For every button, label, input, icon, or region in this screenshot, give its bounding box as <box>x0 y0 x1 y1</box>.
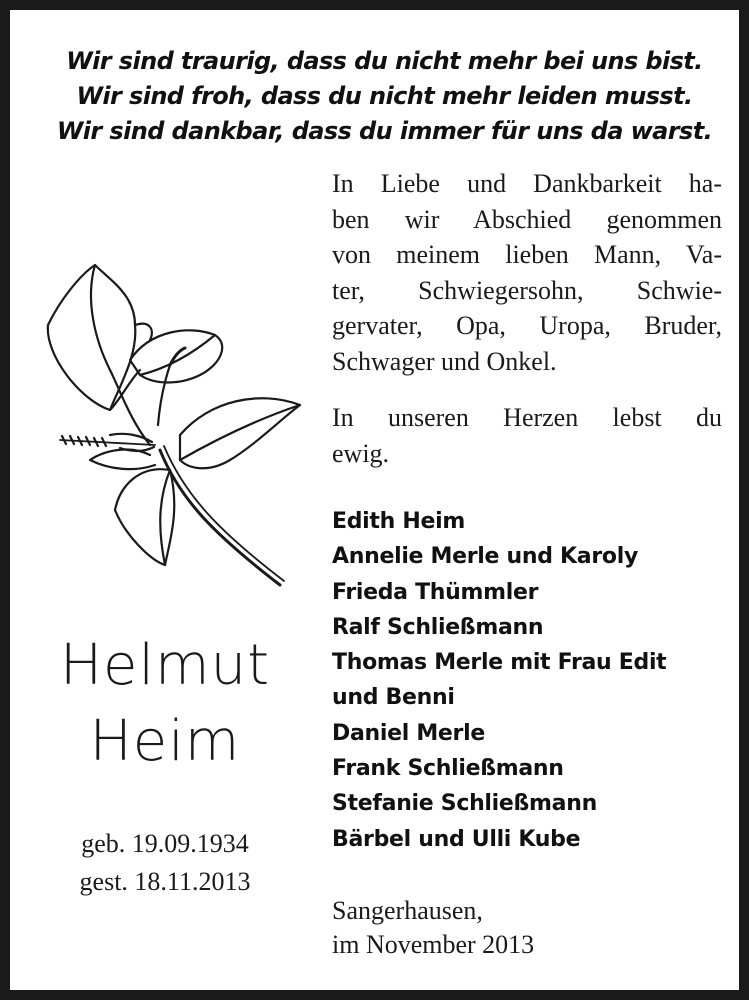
life-dates <box>30 825 300 901</box>
mourner: Frieda Thümmler <box>332 579 539 605</box>
date-line: im November 2013 <box>332 930 535 959</box>
mourners-list <box>332 504 742 857</box>
mourner: Ralf Schließmann <box>332 614 544 640</box>
intro-line: ben wir Abschied genommen <box>332 204 722 234</box>
intro-line: gervater, Opa, Uropa, Bruder, <box>332 311 722 340</box>
intro-line: von meinem lieben Mann, Va- <box>332 240 722 269</box>
intro-text <box>332 166 722 379</box>
mourner: Annelie Merle und Karoly <box>332 544 638 570</box>
place-and-date <box>332 894 632 962</box>
motto <box>20 44 749 149</box>
closing-line: ewig. <box>332 438 390 468</box>
closing-line: In unseren Herzen lebst du <box>332 403 722 432</box>
intro-line: In Liebe und Dankbarkeit ha- <box>332 169 722 198</box>
calla-lily-icon <box>40 260 310 600</box>
first-name: Helmut <box>59 633 271 698</box>
death-date: gest. 18.11.2013 <box>79 867 251 896</box>
motto-line: Wir sind froh, dass du nicht mehr leiden musst. <box>76 82 693 110</box>
mourner: Daniel Merle <box>332 720 485 746</box>
mourner: und Benni <box>332 685 455 711</box>
motto-line: Wir sind dankbar, dass du immer für uns da warst. <box>56 117 713 145</box>
mourner: Thomas Merle mit Frau Edit <box>332 650 667 676</box>
intro-line: Schwager und Onkel. <box>332 346 557 376</box>
mourner: Edith Heim <box>332 509 465 534</box>
mourner: Frank Schließmann <box>332 756 564 782</box>
closing-text <box>332 400 722 471</box>
mourner: Bärbel und Ulli Kube <box>332 826 581 852</box>
last-name: Heim <box>89 709 241 774</box>
motto-line: Wir sind traurig, dass du nicht mehr bei uns bist. <box>66 47 703 75</box>
deceased-name <box>30 628 300 780</box>
mourner: Stefanie Schließmann <box>332 791 597 817</box>
birth-date: geb. 19.09.1934 <box>81 829 249 858</box>
place: Sangerhausen, <box>332 896 483 925</box>
intro-line: ter, Schwiegersohn, Schwie- <box>332 275 722 305</box>
